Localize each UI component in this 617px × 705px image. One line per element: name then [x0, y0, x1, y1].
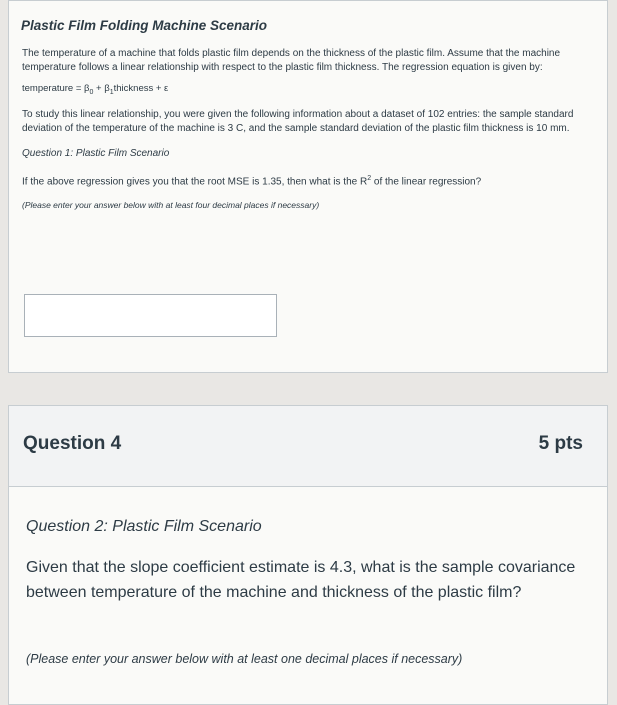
question-3-card: [8, 0, 608, 373]
question-text: [22, 175, 481, 187]
question-text: Given that the slope coefficient estimate is 4.3, what is the sample covariance between temperature of the machine and thickness of the plastic film?: [26, 559, 576, 601]
question-4-card: [8, 405, 608, 705]
regression-equation: [22, 83, 168, 96]
equation-sub1: 1: [109, 88, 114, 96]
equation-mid: + β: [93, 83, 110, 94]
question-superscript: 2: [367, 175, 372, 182]
study-description: To study this linear relationship, you were given the following information about a dataset of 102 entries: the sample standard deviation of the temperature of the machine is 3 C, and the sample standard deviation of the plastic film thickness is 10 mm.: [22, 109, 574, 134]
question-points: 5 pts: [538, 433, 583, 454]
question-number: Question 4: [23, 433, 122, 454]
question-text-post: of the linear regression?: [371, 176, 482, 188]
equation-rhs: thickness + ε: [113, 83, 169, 94]
equation-lhs: temperature = β: [22, 83, 90, 94]
question-subtitle: Question 1: Plastic Film Scenario: [22, 148, 170, 159]
question-text-pre: If the above regression gives you that the root MSE is 1.35, then what is the R: [22, 176, 368, 188]
answer-instructions: (Please enter your answer below with at least four decimal places if necessary): [22, 200, 320, 210]
question-header: [9, 406, 607, 487]
question-subtitle: Question 2: Plastic Film Scenario: [26, 518, 262, 535]
answer-instructions: (Please enter your answer below with at least one decimal places if necessary): [26, 652, 463, 666]
equation-sub0: 0: [89, 88, 94, 96]
answer-input[interactable]: [24, 294, 277, 337]
scenario-title: Plastic Film Folding Machine Scenario: [21, 18, 268, 33]
scenario-intro: The temperature of a machine that folds plastic film depends on the thickness of the plastic film. Assume that the machine temperature follows a linear relationship with respect to the plastic film thickness. The regression equation is given by:: [22, 48, 561, 73]
